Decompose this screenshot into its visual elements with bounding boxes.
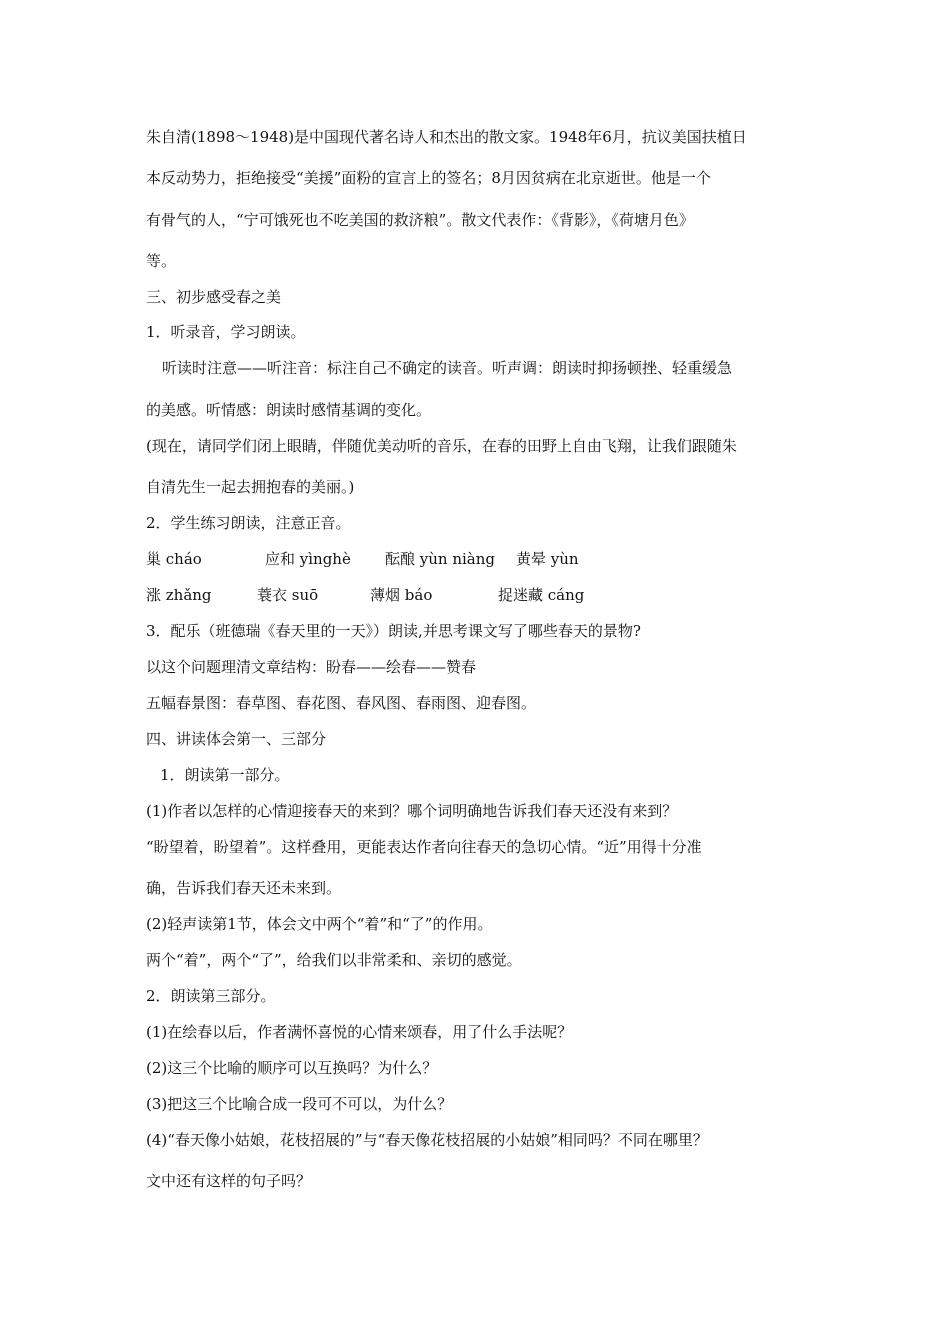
- pinyin-chao: 巢 cháo: [146, 550, 202, 568]
- question-3-2: (2)这三个比喻的顺序可以互换吗？为什么？: [146, 1059, 438, 1077]
- bio-line-3: 有骨气的人，“宁可饿死也不吃美国的救济粮”。散文代表作：《背影》，《荷塘月色》: [146, 211, 694, 229]
- answer-2: 两个“着”，两个“了”，给我们以非常柔和、亲切的感觉。: [146, 951, 522, 969]
- listen-note-line-2: 的美感。听情感：朗读时感情基调的变化。: [146, 401, 432, 419]
- question-3-3: (3)把这三个比喻合成一段可不可以，为什么？: [146, 1095, 453, 1113]
- answer-1-line-1: “盼望着，盼望着”。这样叠用，更能表达作者向往春天的急切心情。“近”用得十分准: [146, 838, 702, 856]
- section-3-item-1: 1．听录音，学习朗读。: [146, 323, 306, 341]
- scenes-line: 五幅春景图：春草图、春花图、春风图、春雨图、迎春图。: [146, 694, 537, 712]
- pinyin-bao: 薄烟 báo: [370, 586, 433, 604]
- answer-1-line-2: 确，告诉我们春天还未来到。: [146, 879, 342, 897]
- bio-line-2: 本反动势力，拒绝接受“美援”面粉的宣言上的签名；8月因贫病在北京逝世。他是一个: [146, 169, 711, 187]
- pinyin-yinghe: 应和 yìnghè: [265, 550, 351, 568]
- pinyin-suo: 蓑衣 suō: [257, 586, 319, 604]
- listen-note-line-1: 听读时注意——听注音：标注自己不确定的读音。听声调：朗读时抑扬顿挫、轻重缓急: [162, 359, 733, 377]
- section-4-sub-2: 2．朗读第三部分。: [146, 987, 276, 1005]
- question-3-5: 文中还有这样的句子吗？: [146, 1172, 312, 1190]
- section-3-heading: 三、初步感受春之美: [146, 288, 282, 306]
- question-2: (2)轻声读第1节，体会文中两个“着”和“了”的作用。: [146, 915, 493, 933]
- paren-note-line-2: 自清先生一起去拥抱春的美丽。): [146, 478, 355, 496]
- bio-line-4: 等。: [146, 252, 177, 270]
- question-3-4: (4)“春天像小姑娘，花枝招展的”与“春天像花枝招展的小姑娘”相同吗？不同在哪里？: [146, 1131, 708, 1149]
- bio-line-1: 朱自清(1898～1948)是中国现代著名诗人和杰出的散文家。1948年6月，抗议美国扶植日: [146, 128, 747, 146]
- paren-note-line-1: (现在，请同学们闭上眼睛，伴随优美动听的音乐，在春的田野上自由飞翔，让我们跟随朱: [146, 437, 737, 455]
- section-3-item-2: 2．学生练习朗读，注意正音。: [146, 514, 351, 532]
- pinyin-cang: 捉迷藏 cáng: [498, 586, 585, 604]
- pinyin-huangyun: 黄晕 yùn: [516, 550, 579, 568]
- pinyin-yunniang: 酝酿 yùn niàng: [385, 550, 495, 568]
- pinyin-zhang: 涨 zhǎng: [146, 586, 212, 604]
- question-1: (1)作者以怎样的心情迎接春天的来到？哪个词明确地告诉我们春天还没有来到？: [146, 802, 678, 820]
- structure-line: 以这个问题理清文章结构：盼春——绘春——赞春: [146, 658, 477, 676]
- section-4-heading: 四、讲读体会第一、三部分: [146, 730, 327, 748]
- section-3-item-3: 3．配乐（班德瑞《春天里的一天》）朗读,并思考课文写了哪些春天的景物?: [146, 622, 641, 640]
- section-4-sub-1: 1．朗读第一部分。: [160, 766, 290, 784]
- question-3-1: (1)在绘春以后，作者满怀喜悦的心情来颂春，用了什么手法呢？: [146, 1023, 573, 1041]
